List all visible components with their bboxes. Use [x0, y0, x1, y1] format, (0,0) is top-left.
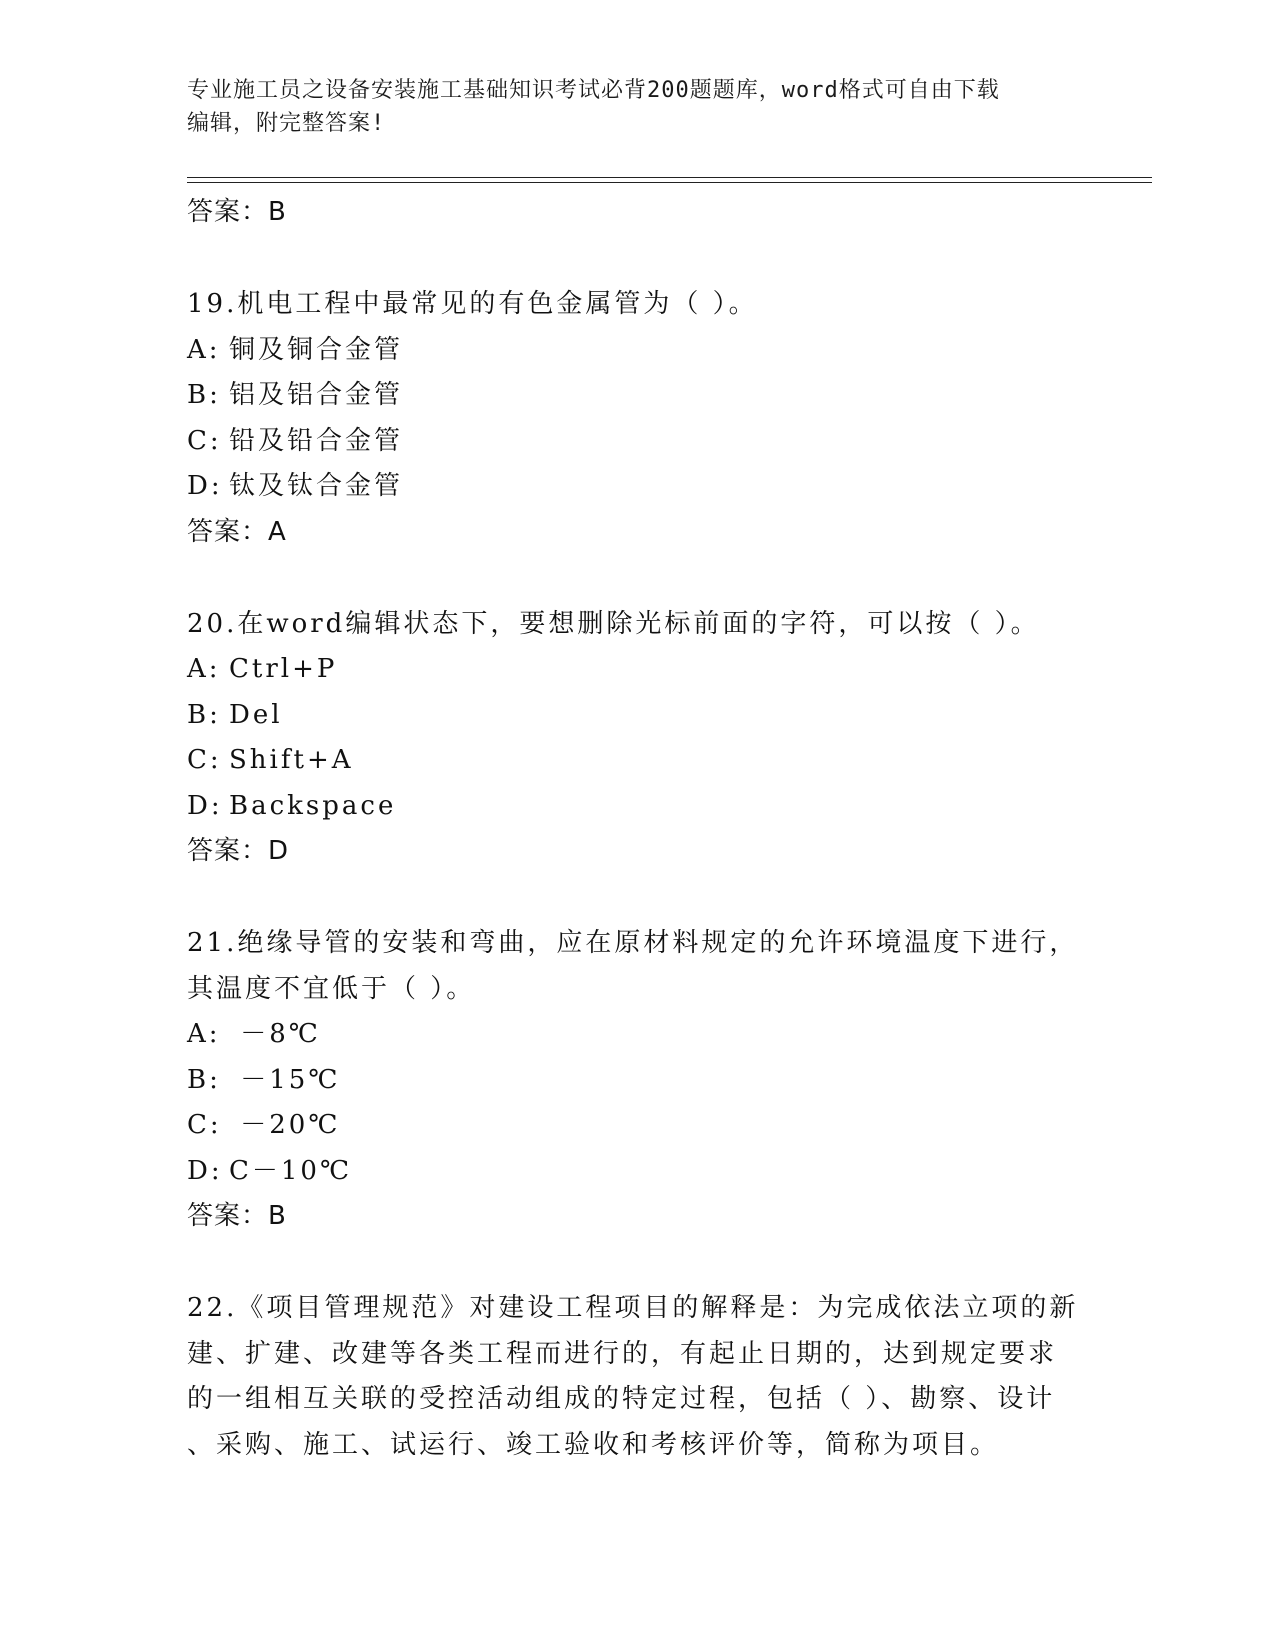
option-letter: B:	[187, 380, 221, 410]
option-text: －8℃	[229, 1019, 321, 1049]
option-c	[187, 1103, 1087, 1149]
spacer	[187, 873, 1087, 921]
option-letter: D:	[187, 1155, 223, 1186]
header-line-2: 编辑，附完整答案!	[187, 111, 386, 136]
option-list	[187, 328, 1087, 510]
option-letter: C:	[187, 745, 222, 775]
spacer	[187, 234, 1087, 282]
option-letter: B:	[187, 699, 221, 730]
option-c	[187, 419, 1087, 465]
option-d	[187, 464, 1087, 510]
question-stem	[187, 602, 1087, 648]
option-list	[187, 647, 1087, 829]
answer-line: 答案：D	[187, 836, 290, 866]
option-a	[187, 1012, 1087, 1058]
option-text: C－10℃	[229, 1155, 353, 1186]
option-text: 铝及铝合金管	[229, 380, 404, 410]
option-letter: A:	[187, 1019, 221, 1049]
option-letter: C:	[187, 425, 222, 456]
option-text: －15℃	[229, 1064, 341, 1095]
option-a	[187, 647, 1087, 693]
question-stem-line: 其温度不宜低于（ ）。	[187, 973, 476, 1004]
question-item	[187, 1286, 1087, 1468]
question-stem-line: 20.在word编辑状态下，要想删除光标前面的字符，可以按（ ）。	[187, 608, 1040, 639]
question-stem	[187, 1286, 1087, 1468]
option-letter: D:	[187, 471, 223, 501]
option-list	[187, 1012, 1087, 1194]
spacer	[187, 1238, 1087, 1286]
option-d	[187, 1149, 1087, 1195]
answer-line: 答案：A	[187, 516, 287, 547]
option-letter: D:	[187, 790, 223, 821]
option-text: Shift+A	[229, 745, 354, 775]
question-stem	[187, 921, 1087, 1012]
option-b	[187, 373, 1087, 419]
answer-line: 答案：B	[187, 1201, 287, 1231]
option-b	[187, 693, 1087, 739]
option-text: 钛及钛合金管	[229, 471, 404, 501]
option-c	[187, 738, 1087, 784]
option-text: Backspace	[229, 790, 397, 821]
previous-answer: 答案：B	[187, 197, 287, 227]
option-b	[187, 1058, 1087, 1104]
option-d	[187, 784, 1087, 830]
option-text: 铜及铜合金管	[229, 334, 404, 365]
question-item	[187, 921, 1087, 1238]
question-item	[187, 602, 1087, 874]
question-stem-line: 19.机电工程中最常见的有色金属管为（ ）。	[187, 289, 758, 319]
option-text: －20℃	[229, 1110, 341, 1140]
option-text: Ctrl+P	[229, 654, 338, 684]
option-text: 铅及铅合金管	[229, 425, 404, 456]
question-list	[187, 190, 1087, 1468]
header-divider-bottom	[187, 182, 1152, 183]
question-item	[187, 282, 1087, 554]
question-stem-line: 21.绝缘导管的安装和弯曲，应在原材料规定的允许环境温度下进行，	[187, 928, 1079, 958]
option-letter: C:	[187, 1110, 222, 1140]
option-letter: A:	[187, 334, 221, 365]
header-divider-top	[187, 177, 1152, 178]
option-letter: A:	[187, 654, 221, 684]
header-line-1: 专业施工员之设备安装施工基础知识考试必背200题题库，word格式可自由下载	[187, 78, 1000, 103]
option-text: Del	[229, 699, 283, 730]
question-stem	[187, 282, 1087, 328]
question-stem-line: 的一组相互关联的受控活动组成的特定过程，包括（ ）、勘察、设计	[187, 1384, 1056, 1414]
question-stem-line: 22.《项目管理规范》对建设工程项目的解释是：为完成依法立项的新	[187, 1293, 1079, 1323]
question-stem-line: 、采购、施工、试运行、竣工验收和考核评价等，简称为项目。	[187, 1429, 1000, 1460]
spacer	[187, 554, 1087, 602]
option-letter: B:	[187, 1064, 221, 1095]
question-stem-line: 建、扩建、改建等各类工程而进行的，有起止日期的，达到规定要求	[187, 1338, 1058, 1369]
option-a	[187, 328, 1087, 374]
document-header	[187, 74, 1087, 140]
